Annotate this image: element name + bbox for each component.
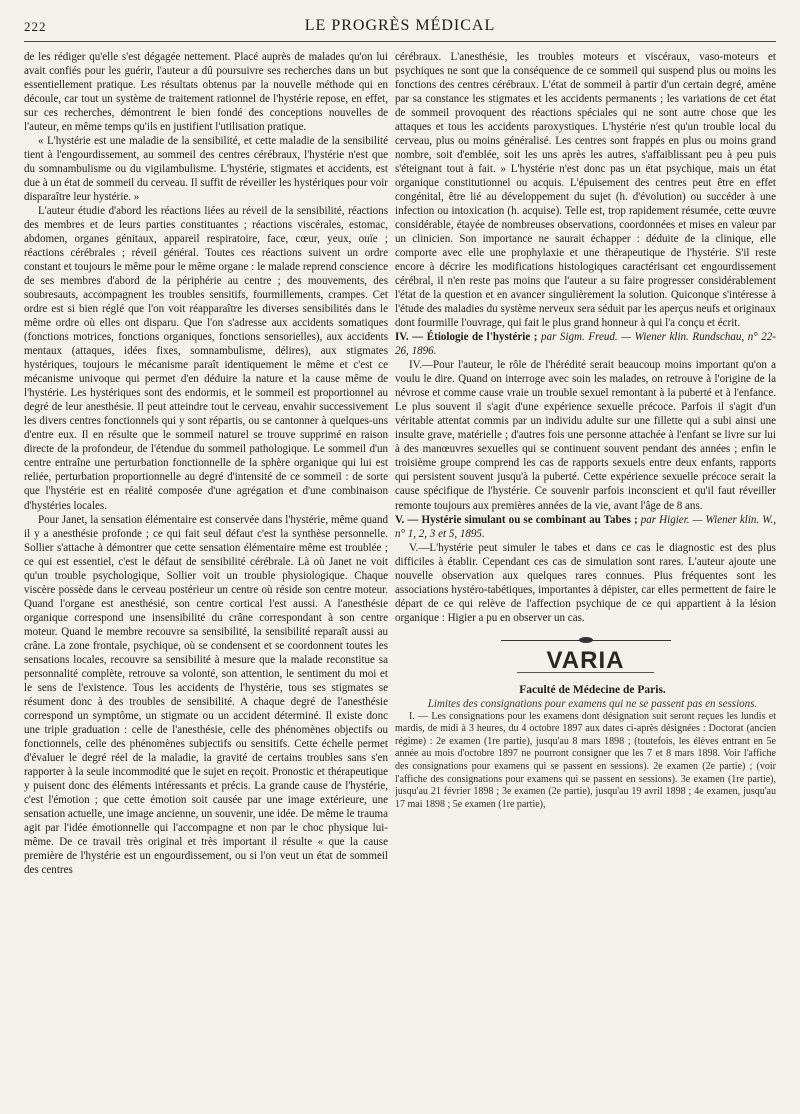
subheading: Faculté de Médecine de Paris.: [519, 683, 666, 696]
left-column: [24, 50, 388, 1106]
running-title: LE PROGRÈS MÉDICAL: [304, 17, 496, 34]
quotation-paragraph: « L'hystérie est une maladie de la sensibilité, et cette maladie de la sensibilité tient à l'engourdissement, au sommeil des centres cérébraux, l'hystérie n'est que du somnambulisme ou du vigilambulisme. L'hystérie, stigmates et accidents, est due à un état de sommeil du cerveau. Il suffit de réveiller les hystériques pour voir disparaître leur hystérie. »: [24, 135, 388, 204]
section-reference: par Sigm. Freud. — Wiener klin. Rundschau, n° 22-26, 1896.: [395, 331, 776, 358]
paragraph: I. — Les consignations pour les examens dont désignation suit seront reçues les lundis et mardis, de midi à 3 heures, du 4 octobre 1897 aux dates ci-après désignées : Doctorat (ancien régime) : 2e examen (1re partie), jusqu'au 8 mars 1898 ; (toutefois, les élèves entrant en 5e année au mois d'octobre 1897 ne pourront consigner que les 7 et 8 mars 1898. Voir l'affiche des consignations pour examens qui se passent en sessions). 2e examen (2e partie) ; (voir l'affiche des consignations pour examens qui se passent en sessions). 3e examen (1re partie), jusqu'au 21 février 1898 ; 3e examen (2e partie), jusqu'au 19 avril 1898 ; 4e examen, jusqu'au 17 mai 1898 ; 5e examen (1re partie),: [395, 710, 776, 810]
section-reference: par Higier. — Wiener klin. W., n° 1, 2, 3 et 5, 1895.: [395, 513, 776, 540]
section-iv-header: [395, 330, 776, 358]
paragraph: V.—L'hystérie peut simuler le tabes et dans ce cas le diagnostic est des plus difficiles à établir. Cependant ces cas de simulation sont rares. L'auteur ajoute une nouvelle observation aux quelques rares connues. Plus fréquentes sont les associations hystéro-tabétiques, importantes à dépister, car elles permettent de faire le départ de ce qui relève de l'affection psychique de ce qui appartient à la lésion organique : Higier a pu en observer un cas.: [395, 541, 776, 624]
page-number: 222: [24, 19, 47, 34]
paragraph: Pour Janet, la sensation élémentaire est conservée dans l'hystérie, même quand il y a anesthésie profonde ; ce qui fait seul défaut c'est la synthèse personnelle. Sollier s'attache à démontrer que cette sensation élémentaire même est troublée ; ce qui est essentiel, c'est le défaut de sensibilité cérébrale. Là où Janet ne voit qu'un trouble psychologique, Sollier voit un trouble physiologique. Chaque viscère possède dans le cerveau postérieur un centre où réside son centre moteur. Quand l'organe est anesthésié, son centre cortical l'est aussi. A l'anesthésie organique correspond une insensibilité du crâne correspondant à son centre moteur. Quand le membre recouvre sa sensibilité, la sensibilité reparaît aussi au crâne. La zone frontale, psychique, où se condensent et se coordonnent toutes les sensations locales, recouvre sa sensibilité à mesure que la malade reconstitue sa personnalité complète, retrouve sa volonté, son attention, le sentiment du moi et le sens de l'existence. Tous les accidents de l'hystérie, tous ses stigmates se résument donc à des troubles de sensibilité. A chaque degré de l'anesthésie correspond un symptôme, un stigmate ou un accident déterminé. Il existe donc une triple graduation : celle de l'anesthésie, celle des phénomènes objectifs ou fonctionnels, celle des phénomènes subjectifs ou sensitifs. Cette échelle permet d'évaluer le degré réel de la maladie, la gravité de certains troubles sans s'en rapporter à la seule incommodité que le sujet en reçoit. Pronostic et thérapeutique y puisent donc des éléments intéressants et précis. La grande cause de l'hystérie, c'est l'émotion ; que cette émotion soit causée par une image extérieure, une sensation actuelle, une image ancienne, un souvenir, une idée. De même le trauma agit par l'idée émotionnelle qui l'accompagne et non par le choc physique lui-même. De ce travail très original et très important il résulte « que la cause première de l'hystérie est un engourdissement, ou si l'on veut un état de sommeil des centres: [24, 513, 388, 876]
paragraph: L'auteur étudie d'abord les réactions liées au réveil de la sensibilité, réactions des membres et de leurs parties constituantes ; réactions viscérales, estomac, abdomen, organes génitaux, appareil respiratoire, face, cœur, yeux, ouïe ; réactions cérébrales ; réveil général. Toutes ces réactions suivent un ordre constant et toujours le même pour le même organe : le malade reprend conscience de ses membres d'abord de la périphérie au centre ; des mouvements, des soubresauts, accompagnent les troubles sensitifs, fourmillements, crampes. Cet ordre est si bien réglé que l'on voit réapparaître les diverses sensibilités dans le même ordre où elles ont disparu. Que l'on s'adresse aux accidents somatiques (fonctions motrices, fonctions organiques, fonctions sensorielles), aux accidents mentaux (attaques, idées fixes, somnambulisme, délires), aux stigmates hystériques, toujours le mécanisme paraît identiquement le même et c'est ce mécanisme univoque qui permet d'en déduire la nature et la cause même de l'hystérie. Les hystériques sont des endormis, et le sommeil est proportionnel au degré de leur anesthésie. Il peut atteindre tout le cerveau, envahir successivement les divers centres fonctionnels qui y sont répartis, ou se cantonner à quelques-uns d'entre eux. Il en résulte que le sommeil naturel se trouve supprimé en raison directe de la profondeur, de l'étendue du sommeil pathologique. Le sommeil d'un centre entraîne une perturbation fonctionnelle de la sphère organique qui lui est reliée, perturbation proportionnelle au degré d'intensité de ce sommeil : de sorte que l'hystérie est en réalité composée d'une agrégation et d'une combinaison d'hystéries locales.: [24, 205, 388, 512]
paragraph: cérébraux. L'anesthésie, les troubles moteurs et viscéraux, vaso-moteurs et psychiques ne sont que la conséquence de ce sommeil qui suspend plus ou moins les fonctions des centres cérébraux. L'état de sommeil à partir d'un certain degré, amène par sa constance les stigmates et les accidents permanents ; les variations de cet état de sommeil provoquent des réactions spéciales qui ne sont autre chose que les attaques et tous les accidents paroxystiques. L'hystérie n'est qu'un trouble local du cerveau, plus ou moins généralisé. Les centres sont frappés en plus ou moins grand nombre, soit d'emblée, soit les uns après les autres, s'affaiblissant peu à peu puis s'éteignant tout à fait. » L'hystérie n'est donc pas un état psychique, mais un état organique constitutionnel ou acquis. L'épuisement des centres peut être en effet congénital, être lié au développement du sujet (h. d'évolution) ou succéder à une infection ou intoxication (h. acquise). Telle est, trop rapidement résumée, cette œuvre considérable, étayée de nombreuses observations, coordonnées et mises en valeur par un clinicien. Son importance ne saurait échapper : déduite de la clinique, elle comporte avec elle une prophylaxie et une thérapeutique de l'hystérie. S'il reste encore à décrire les modifications histologiques caractérisant cet engourdissement cérébral, il n'en reste pas moins que l'auteur a su faire progresser considérablement l'état de la question et en avancer singulièrement la solution. Quiconque s'intéresse à l'étude des maladies du système nerveux sera séduit par les aperçus neufs et originaux dont fourmille l'ouvrage, qui fait le plus grand honneur à qui l'a conçu et écrit.: [395, 51, 776, 330]
subtitle: Limites des consignations pour examens qui ne se passent pas en sessions.: [427, 697, 758, 710]
ornamental-divider: [501, 637, 671, 644]
section-title: VARIA: [517, 654, 655, 673]
right-column: [395, 50, 776, 1106]
paragraph: de les rédiger qu'elle s'est dégagée nettement. Placé auprès de malades qu'on lui avait confiés pour les guérir, l'auteur a dû poursuivre ses recherches dans un but essentiellement pratique. Les résultats obtenus par la nouvelle méthode qui en découle, car tout un système de traitement rationnel de l'hystérie repose, en effet, sur ces recherches, démontrent le bien fondé des conceptions nouvelles de l'auteur, en même temps qu'ils en justifient l'utilisation pratique.: [24, 51, 388, 134]
page-header: [24, 17, 776, 42]
section-heading: IV. — Étiologie de l'hystérie ;: [395, 331, 538, 344]
section-v-header: [395, 513, 776, 541]
varia-section: [395, 646, 776, 674]
paragraph: IV.—Pour l'auteur, le rôle de l'hérédité serait beaucoup moins important qu'on a voulu le dire. Quand on interroge avec soin les malades, on retrouve à l'origine de la névrose et comme cause vraie un trouble sexuel remontant à la puberté et à l'enfance. Le plus souvent il s'agit d'une expérience sexuelle précoce. Parfois il s'agit d'un véritable attentat commis par un individu adulte sur une fillette qui a subi ainsi une insulte grave, matérielle ; d'autres fois une personne attachée à l'enfant se livre sur lui à des manœuvres sexuelles qui se continuent souvent pendant des années ; enfin le troisième groupe comprend les cas de rapports sexuels entre deux enfants, rapports qui persistent souvent jusqu'à la puberté. Cette expérience sexuelle précoce serait la cause spécifique de l'hystérie. Ce souvenir parfois inconscient et qu'il faut réveiller remonte toujours aux premières années de la vie, avant l'âge de 8 ans.: [395, 359, 776, 512]
section-heading: V. — Hystérie simulant ou se combinant au Tabes ;: [395, 513, 638, 526]
